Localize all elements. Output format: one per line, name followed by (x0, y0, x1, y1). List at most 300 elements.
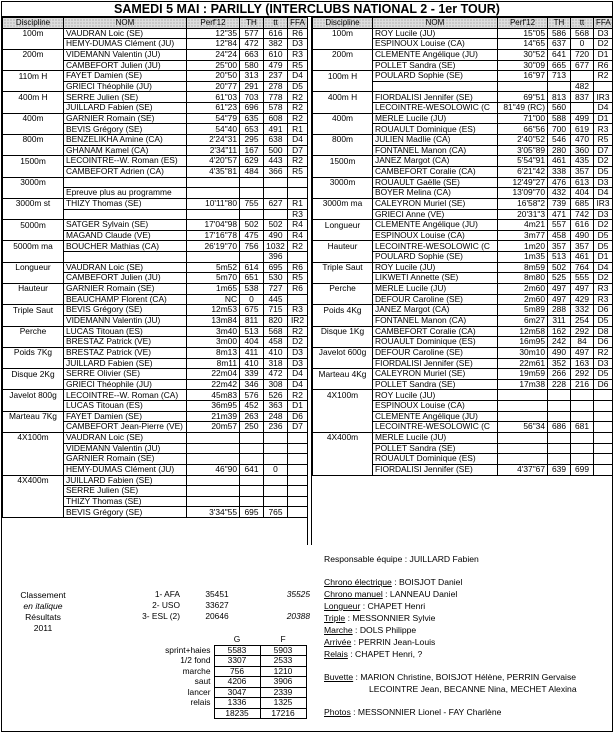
cell-perf: 30m10 (498, 347, 548, 358)
staff-block (324, 553, 577, 718)
cell-tt (571, 401, 594, 412)
table-row (313, 49, 613, 60)
table-row (313, 443, 613, 454)
cell-discipline: 3000m st (3, 198, 64, 209)
cell-tt (264, 454, 288, 465)
cell-tt: 429 (571, 294, 594, 305)
cell-ffa: D4 (594, 103, 613, 114)
table-row (313, 188, 613, 199)
table-row (313, 305, 613, 316)
cell-ffa: D7 (288, 422, 308, 433)
cell-athlete: BEAUCHAMP Florent (CA) (64, 294, 187, 305)
cell-ffa: IR3 (594, 198, 613, 209)
table-row (3, 252, 308, 263)
cell-tt: 366 (264, 166, 288, 177)
cell-athlete: BOYER Melina (CA) (373, 188, 498, 199)
cell-tt: 490 (264, 230, 288, 241)
cell-athlete: CAMBEFORT Jean-Pierre (VE) (64, 422, 187, 433)
cell-discipline (3, 401, 64, 412)
cell-perf: 15"05 (498, 28, 548, 39)
cell-perf: 12"35 (187, 28, 240, 39)
cell-tt: 765 (264, 507, 288, 518)
table-row (313, 379, 613, 390)
cell-tt: 526 (264, 390, 288, 401)
cell-tt: 497 (571, 284, 594, 295)
table-row (3, 347, 308, 358)
category-header-f: F (280, 634, 286, 645)
cell-tt: 778 (264, 92, 288, 103)
category-f: 1210 (260, 666, 306, 677)
cell-discipline (313, 209, 373, 220)
triple-line: Triple : MESSONNIER Sylvie (324, 613, 436, 623)
cell-perf: 12m58 (498, 326, 548, 337)
cell-athlete: JUILLARD Fabien (SE) (64, 358, 187, 369)
cell-perf (187, 443, 240, 454)
cell-perf: 1m35 (498, 252, 548, 263)
cell-perf: 10'11"80 (187, 198, 240, 209)
cell-perf (498, 390, 548, 401)
cell-perf: 30"52 (498, 49, 548, 60)
cell-athlete: CAMBEFORT Adrien (CA) (64, 166, 187, 177)
cell-discipline (313, 411, 373, 422)
cell-discipline: 4X400m (3, 475, 64, 486)
cell-athlete: VIDEMANN Valentin (JU) (64, 443, 187, 454)
cell-perf: 20m57 (187, 422, 240, 433)
cell-perf: 1m20 (498, 241, 548, 252)
cell-athlete: POLLET Sandra (SE) (373, 379, 498, 390)
table-row (3, 443, 308, 454)
cell-ffa: D6 (288, 411, 308, 422)
table-row (3, 230, 308, 241)
cell-tt: 472 (264, 369, 288, 380)
cell-discipline (3, 496, 64, 507)
cell-th: 577 (240, 28, 264, 39)
cell-discipline: Disque 1Kg (313, 326, 373, 337)
cell-ffa: R6 (288, 284, 308, 295)
cell-perf: 3m77 (498, 230, 548, 241)
header-discipline: Discipline (3, 18, 64, 29)
cell-tt: 482 (571, 81, 594, 92)
cell-athlete: FONTANEL Manon (CA) (373, 145, 498, 156)
table-row (313, 241, 613, 252)
category-g: 1336 (214, 698, 260, 709)
buvette-line-2: LECOINTRE Jean, BECANNE Nina, MECHET Alexina (369, 684, 577, 694)
cell-ffa: R2 (288, 113, 308, 124)
cell-tt (264, 188, 288, 199)
cell-perf (498, 411, 548, 422)
cell-th: 357 (548, 241, 571, 252)
cell-ffa (288, 188, 308, 199)
cell-perf: 22m04 (187, 369, 240, 380)
cell-discipline: Marteau 4Kg (313, 369, 373, 380)
cell-tt: 163 (571, 358, 594, 369)
cell-th (240, 486, 264, 497)
table-row (3, 507, 308, 518)
cell-th: 263 (240, 411, 264, 422)
cell-th: 167 (240, 145, 264, 156)
cell-tt: 627 (264, 198, 288, 209)
category-g: 3047 (214, 687, 260, 698)
cell-ffa (594, 454, 613, 465)
cell-ffa: R2 (288, 103, 308, 114)
cell-tt: 410 (264, 347, 288, 358)
cell-th (548, 432, 571, 443)
cell-discipline: 3000m ma (313, 198, 373, 209)
cell-perf: 1m65 (187, 284, 240, 295)
cell-discipline (3, 454, 64, 465)
cell-athlete: LECOINTRE--W. Roman (CA) (64, 390, 187, 401)
table-row (3, 475, 308, 486)
cell-th: 813 (548, 92, 571, 103)
cell-perf: 2'24"31 (187, 135, 240, 146)
cell-athlete: GRIECI Anne (VE) (373, 209, 498, 220)
classement-2011: 20388 (286, 611, 310, 621)
cell-ffa: R5 (594, 135, 613, 146)
cell-ffa: D3 (594, 358, 613, 369)
header-tt: tt (571, 18, 594, 29)
table-row (313, 177, 613, 188)
cell-discipline: 800m (3, 135, 64, 146)
table-row (313, 369, 613, 380)
cell-perf: 4'20"57 (187, 156, 240, 167)
cell-tt: 479 (264, 60, 288, 71)
header-perf: Perf'12 (187, 18, 240, 29)
cell-th: 313 (240, 71, 264, 82)
table-row (313, 411, 613, 422)
cell-th: 484 (240, 166, 264, 177)
cell-perf: 30"09 (498, 60, 548, 71)
table-row (313, 103, 613, 114)
table-row (313, 401, 613, 412)
cell-discipline (3, 273, 64, 284)
table-row (3, 262, 308, 273)
cell-discipline: 200m (3, 49, 64, 60)
cell-tt: 764 (571, 262, 594, 273)
cell-discipline: 3000m (313, 177, 373, 188)
cell-tt: 720 (571, 49, 594, 60)
cell-perf: 25"00 (187, 60, 240, 71)
cell-athlete: MERLE Lucile (JU) (373, 113, 498, 124)
category-f: 2339 (260, 687, 306, 698)
chrono-electrique-line: Chrono électrique : BOISJOT Daniel (324, 577, 463, 587)
category-row (152, 708, 306, 719)
cell-tt: 491 (264, 124, 288, 135)
cell-athlete: BEVIS Grégory (SE) (64, 124, 187, 135)
cell-th: 576 (240, 390, 264, 401)
cell-perf: 71"00 (498, 113, 548, 124)
cell-perf: 13'09"70 (498, 188, 548, 199)
cell-discipline (3, 81, 64, 92)
cell-ffa (288, 496, 308, 507)
cell-tt (264, 496, 288, 507)
header-ffa: FFA (594, 18, 613, 29)
cell-discipline: Perche (313, 284, 373, 295)
cell-tt: 677 (571, 60, 594, 71)
cell-perf: 20"50 (187, 71, 240, 82)
cell-th (240, 475, 264, 486)
classement-2011: 35525 (286, 589, 310, 599)
cell-ffa: D5 (594, 369, 613, 380)
table-row (3, 166, 308, 177)
category-g: 756 (214, 666, 260, 677)
cell-athlete: BOUCHER Mathias (CA) (64, 241, 187, 252)
cell-perf: 12m53 (187, 305, 240, 316)
cell-athlete: HEMY-DUMAS Clément (JU) (64, 39, 187, 50)
classement-table (122, 589, 312, 622)
cell-tt (571, 71, 594, 82)
cell-discipline (3, 443, 64, 454)
cell-tt: 84 (571, 337, 594, 348)
cell-perf: 61"03 (187, 92, 240, 103)
cell-discipline: 4X100m (3, 432, 64, 443)
cell-perf: 12"84 (187, 39, 240, 50)
cell-athlete: CAMBEFORT Coralie (CA) (373, 326, 498, 337)
relais-line: Relais : CHAPET Henri, ? (324, 649, 423, 659)
table-row (3, 496, 308, 507)
cell-th: 458 (548, 230, 571, 241)
cell-ffa: D3 (288, 347, 308, 358)
cell-th: 266 (548, 369, 571, 380)
cell-ffa (594, 443, 613, 454)
cell-th: 653 (240, 124, 264, 135)
cell-discipline: 100m (3, 28, 64, 39)
cell-ffa (594, 432, 613, 443)
table-row (313, 273, 613, 284)
cell-perf (187, 177, 240, 188)
cell-discipline: Triple Saut (3, 305, 64, 316)
table-row (3, 220, 308, 231)
cell-tt: 610 (264, 49, 288, 60)
classement-row (122, 611, 312, 622)
cell-tt: 445 (264, 294, 288, 305)
cell-ffa: D2 (594, 220, 613, 231)
category-row (152, 687, 306, 698)
cell-discipline: 100m H (313, 71, 373, 82)
table-row (3, 49, 308, 60)
cell-perf: 69"51 (498, 92, 548, 103)
cell-athlete: LECOINTRE-WESOLOWIC (C (373, 103, 498, 114)
table-row (3, 177, 308, 188)
cell-discipline (313, 464, 373, 475)
cell-perf: 17'04"98 (187, 220, 240, 231)
cell-ffa: D5 (594, 315, 613, 326)
cell-discipline (313, 422, 373, 433)
cell-ffa (288, 464, 308, 475)
table-row (3, 369, 308, 380)
cell-th: 346 (240, 379, 264, 390)
cell-ffa: D6 (594, 337, 613, 348)
cell-athlete: JANEZ Margot (CA) (373, 156, 498, 167)
cell-perf (498, 443, 548, 454)
table-row (3, 390, 308, 401)
table-row (313, 284, 613, 295)
cell-perf (498, 432, 548, 443)
cell-perf: 17'16"78 (187, 230, 240, 241)
table-row (3, 60, 308, 71)
cell-discipline (313, 230, 373, 241)
cell-ffa: D6 (594, 379, 613, 390)
cell-athlete: THIZY Thomas (SE) (64, 496, 187, 507)
cell-th: 665 (548, 60, 571, 71)
cell-discipline: 200m (313, 49, 373, 60)
cell-th: 410 (240, 358, 264, 369)
cell-th: 471 (548, 209, 571, 220)
cell-th: 635 (240, 113, 264, 124)
table-row (3, 432, 308, 443)
cell-tt: 608 (264, 113, 288, 124)
table-row (3, 92, 308, 103)
cell-th: 432 (548, 188, 571, 199)
classement-club: 2- USO (152, 600, 180, 610)
cell-tt: 443 (264, 156, 288, 167)
cell-athlete: GHANAM Kamel (CA) (64, 145, 187, 156)
cell-athlete: BRESTAZ Patrick (VE) (64, 347, 187, 358)
cell-tt: 308 (264, 379, 288, 390)
cell-perf: 21m39 (187, 411, 240, 422)
table-row (3, 113, 308, 124)
cell-th: 288 (548, 305, 571, 316)
category-row (152, 645, 306, 656)
cell-ffa (594, 390, 613, 401)
cell-tt (571, 411, 594, 422)
cell-athlete: DEFOUR Caroline (SE) (373, 294, 498, 305)
cell-discipline: 400m H (3, 92, 64, 103)
cell-perf (187, 209, 240, 220)
cell-athlete: VAUDRAN Loic (SE) (64, 28, 187, 39)
table-row (313, 166, 613, 177)
cell-perf: 8m59 (498, 262, 548, 273)
cell-athlete: POLLET Sandra (SE) (373, 443, 498, 454)
cell-athlete: ROY Lucile (JU) (373, 262, 498, 273)
cell-tt: 292 (571, 369, 594, 380)
cell-athlete: LIKWETI Annette (SE) (373, 273, 498, 284)
cell-athlete: GRIECI Théophile (JU) (64, 81, 187, 92)
table-row (313, 337, 613, 348)
cell-th: 461 (548, 156, 571, 167)
cell-discipline (3, 294, 64, 305)
cell-ffa: D5 (288, 81, 308, 92)
cell-tt: 490 (571, 230, 594, 241)
cell-discipline: 400m (3, 113, 64, 124)
cell-perf: 8m11 (187, 358, 240, 369)
cell-ffa: R3 (288, 49, 308, 60)
category-label: marche (182, 665, 211, 676)
cell-tt: 0 (264, 464, 288, 475)
cell-th: 614 (240, 262, 264, 273)
classement-points: 20646 (205, 611, 229, 621)
cell-perf: 5m70 (187, 273, 240, 284)
cell-athlete: VIDEMANN Valentin (JU) (64, 49, 187, 60)
cell-athlete (64, 177, 187, 188)
men-results-table (2, 17, 308, 518)
cell-th: 588 (548, 113, 571, 124)
cell-th (548, 454, 571, 465)
resultats-year: 2011 (33, 623, 53, 633)
cell-th: 411 (240, 347, 264, 358)
cell-ffa: D2 (288, 337, 308, 348)
cell-tt: 499 (571, 113, 594, 124)
category-label: saut (194, 676, 211, 687)
cell-th: 280 (548, 145, 571, 156)
cell-discipline: 4X100m (313, 390, 373, 401)
cell-discipline (313, 39, 373, 50)
cell-perf (187, 454, 240, 465)
cell-tt: 820 (264, 315, 288, 326)
table-row (3, 188, 308, 199)
table-row (3, 103, 308, 114)
category-label: lancer (187, 686, 211, 697)
cell-perf: 13m84 (187, 315, 240, 326)
resultats-label: Résultats (25, 612, 61, 622)
cell-discipline (3, 39, 64, 50)
cell-discipline: 5000m (3, 220, 64, 231)
cell-athlete: GRIECI Théophile (JU) (64, 379, 187, 390)
cell-athlete: LUCAS Titouan (ES) (64, 326, 187, 337)
cell-ffa: D6 (594, 305, 613, 316)
cell-th (240, 432, 264, 443)
cell-athlete: POLLET Sandra (SE) (373, 60, 498, 71)
cell-th (548, 390, 571, 401)
cell-athlete: CALEYRON Muriel (SE) (373, 369, 498, 380)
cell-athlete: POULARD Sophie (SE) (373, 71, 498, 82)
cell-athlete: ROY Lucile (JU) (373, 390, 498, 401)
cell-th: 452 (240, 401, 264, 412)
cell-perf: 12'49"27 (498, 177, 548, 188)
cell-athlete: MERLE Lucile (JU) (373, 284, 498, 295)
table-row (313, 135, 613, 146)
category-corner (152, 635, 214, 645)
cell-athlete: CAMBEFORT Julien (JU) (64, 60, 187, 71)
cell-tt: 248 (264, 411, 288, 422)
cell-th: 641 (240, 464, 264, 475)
arrivee-line: Arrivée : PERRIN Jean-Louis (324, 637, 436, 647)
cell-tt: 1032 (264, 241, 288, 252)
classement-club: 1- AFA (154, 589, 180, 599)
cell-athlete: BRESTAZ Patrick (VE) (64, 337, 187, 348)
table-row (313, 422, 613, 433)
cell-th: 497 (548, 294, 571, 305)
category-totals-table (152, 635, 307, 719)
cell-athlete: Epreuve plus au programme (64, 188, 187, 199)
cell-th: 295 (240, 135, 264, 146)
cell-discipline (313, 273, 373, 284)
cell-perf: 45m83 (187, 390, 240, 401)
cell-perf (187, 486, 240, 497)
cell-ffa: D4 (594, 188, 613, 199)
cell-perf: 14"65 (498, 39, 548, 50)
cell-th: 651 (240, 273, 264, 284)
cell-perf: 17m38 (498, 379, 548, 390)
cell-athlete: HEMY-DUMAS Clément (JU) (64, 464, 187, 475)
cell-perf: 4'37"67 (498, 464, 548, 475)
cell-discipline (313, 188, 373, 199)
classement-row (122, 589, 312, 600)
cell-discipline: Perche (3, 326, 64, 337)
cell-tt: 500 (264, 145, 288, 156)
cell-athlete: SERRE Olivier (SE) (64, 369, 187, 380)
cell-th: 755 (240, 198, 264, 209)
cell-tt (571, 443, 594, 454)
page-title: SAMEDI 5 MAI : PARILLY (INTERCLUBS NATIONAL 2 - 1er TOUR) (2, 2, 612, 17)
cell-ffa (288, 507, 308, 518)
cell-discipline: 400m (313, 113, 373, 124)
category-label: relais (190, 697, 211, 708)
header-perf: Perf'12 (498, 18, 548, 29)
cell-ffa: R5 (288, 273, 308, 284)
cell-athlete (373, 81, 498, 92)
cell-ffa: D4 (288, 369, 308, 380)
cell-th: 639 (548, 464, 571, 475)
